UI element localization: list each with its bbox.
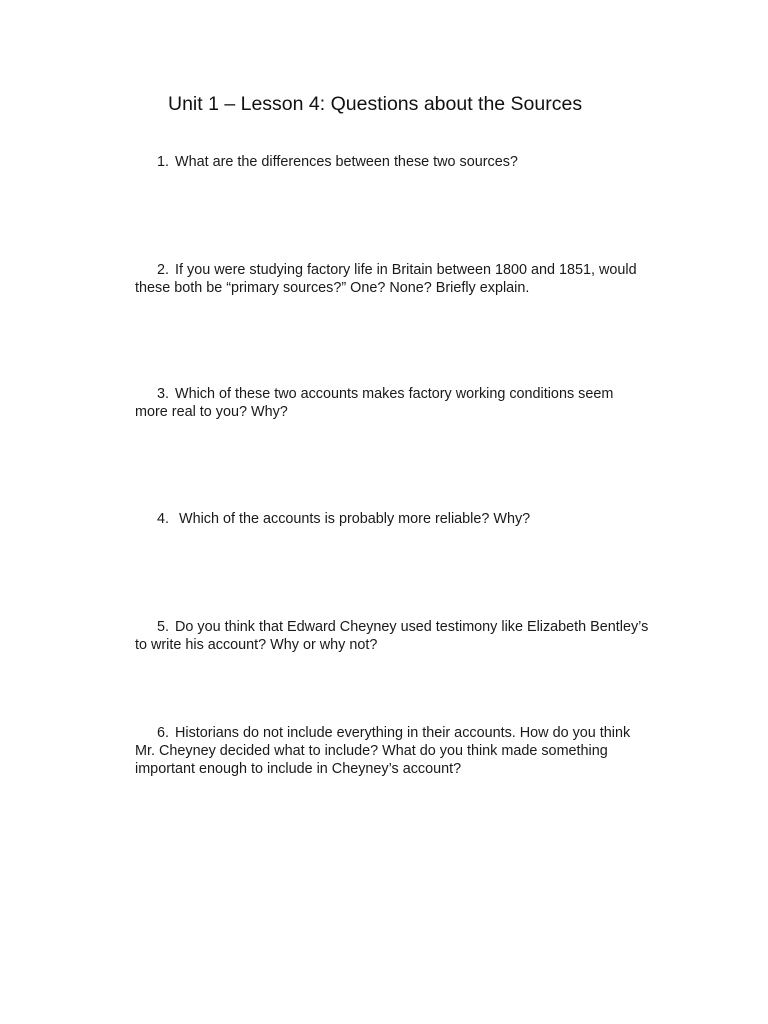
question-1-first-line [135,153,695,171]
question-1-line-1: What are the differences between these two sources? [175,154,518,170]
question-3-first-line [135,385,695,403]
question-2 [135,261,695,297]
question-number: 4. [157,511,170,527]
question-4 [135,510,695,528]
question-number: 1. [157,154,170,170]
question-4-first-line [135,510,695,528]
question-number: 5. [157,619,170,635]
question-6-line-1: Historians do not include everything in their accounts. How do you think [175,725,631,741]
page-title: Unit 1 – Lesson 4: Questions about the Sources [168,93,583,115]
question-6-line-2: Mr. Cheyney decided what to include? What do you think made something [135,743,608,759]
question-3-line-2: more real to you? Why? [135,404,288,420]
question-6-first-line [135,724,695,742]
question-1 [135,153,695,171]
question-2-line-1: If you were studying factory life in Britain between 1800 and 1851, would [175,262,637,278]
question-6-line-3: important enough to include in Cheyney’s account? [135,761,462,777]
question-5-line-1: Do you think that Edward Cheyney used testimony like Elizabeth Bentley’s [175,619,649,635]
question-5-line-2: to write his account? Why or why not? [135,637,378,653]
question-number: 6. [157,725,170,741]
question-2-first-line [135,261,695,279]
question-2-line-2: these both be “primary sources?” One? None? Briefly explain. [135,280,530,296]
question-3-line-1: Which of these two accounts makes factory working conditions seem [175,386,614,402]
question-3 [135,385,695,421]
question-6 [135,724,695,778]
question-5-first-line [135,618,695,636]
question-number: 3. [157,386,170,402]
question-5 [135,618,695,654]
question-4-line-1: Which of the accounts is probably more reliable? Why? [179,511,531,527]
question-number: 2. [157,262,170,278]
